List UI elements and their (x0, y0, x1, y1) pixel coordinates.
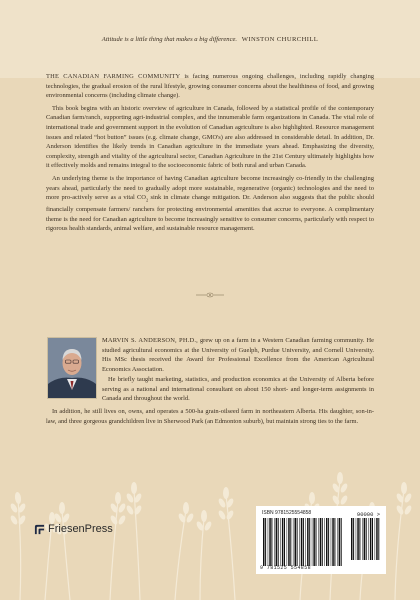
barcode-bar (316, 518, 317, 566)
price-barcode (350, 518, 380, 560)
barcode-bar (351, 518, 353, 560)
barcode-bar (337, 518, 338, 566)
barcode-bar (328, 518, 329, 566)
barcode-bar (274, 518, 275, 566)
barcode-bar (287, 518, 288, 566)
barcode-bar (366, 518, 367, 560)
barcode-bar (322, 518, 323, 566)
ean-barcode (262, 518, 344, 566)
barcode-bar (278, 518, 279, 566)
author-name: MARVIN S. ANDERSON, PH.D., (102, 337, 198, 344)
barcode-bar (320, 518, 322, 566)
ornament-divider (196, 291, 224, 299)
barcode-bar (282, 518, 284, 566)
barcode-bar (334, 518, 335, 566)
barcode-bar (288, 518, 290, 566)
barcode-bar (370, 518, 372, 560)
description-p3-part1: An underlying theme is the importance of having Canadian agriculture become increasingly co-friendly in the challenging years ahead, particularly the need to gradually adopt more sustainable, regenerative (organic) technologies and the need to more pro-actively serve as a vital CO (46, 174, 374, 202)
barcode-bar (357, 518, 359, 560)
description-paragraph-1 (46, 72, 374, 101)
barcode-bar (324, 518, 325, 566)
epigraph-text: Attitude is a little thing that makes a big difference. (101, 36, 238, 43)
co2-subscript: 2 (145, 197, 149, 203)
barcode-bar (297, 518, 298, 566)
barcode-bar (362, 518, 363, 560)
barcode-bar (290, 518, 291, 566)
description-paragraph-2: This book begins with an historic overview of agriculture in Canada, followed by a statistical profile of the contemporary Canadian farm/ranch, supporting agri-industrial complex, and the innumerable farm organizations in Canada. The vital role of international trade and government support in the evolution of Canadian agriculture is also highlighted. Resource management issues and related “hot button” issues (e.g. climate change, GMO's) are also addressed in considerable detail. In addition, Dr. Anderson identifies the likely trends in Canadian agriculture in the immediate years ahead. Emphasizing the diversity, complexity, strength and vitality of the agricultural sector, Canadian Agriculture in the 21st Century ultimately highlights how it effectively molds and remains integral to the socioeconomic fabric of both rural and urban Canada. (46, 104, 374, 170)
barcode-bar (263, 518, 265, 566)
bio-p1-rest: grew up on a farm in a Western Canadian farming community. He studied agricultural economics at the University of Guelph, Purdue University, and Cornell University. His MSc thesis received the Award for Professional Excellence from the American Agricultural Economics Association. (102, 337, 374, 373)
barcode-bar (364, 518, 366, 560)
epigraph (0, 36, 420, 43)
barcode-bar (331, 518, 332, 566)
barcode-bar (313, 518, 315, 566)
barcode-bar (307, 518, 309, 566)
barcode-bar (299, 518, 300, 566)
barcode-bar (309, 518, 310, 566)
barcode-bar (284, 518, 285, 566)
barcode-block (256, 506, 386, 574)
barcode-bar (326, 518, 328, 566)
barcode-bar (318, 518, 319, 566)
barcode-bar (332, 518, 334, 566)
barcode-bar (339, 518, 341, 566)
barcode-bar (372, 518, 373, 560)
barcode-bar (301, 518, 303, 566)
barcode-bar (269, 518, 271, 566)
description-p1-rest: is facing numerous ongoing challenges, including rapidly changing technologies, the gradual erosion of the rural lifestyle, growing consumer concerns about the healthiness of food, and growing environmental concerns (including climate change). (46, 73, 375, 100)
publisher-mark-icon (34, 524, 45, 535)
book-description (46, 72, 374, 237)
barcode-bar (356, 518, 357, 560)
barcode-bar (303, 518, 304, 566)
bio-paragraph-1 (102, 336, 374, 374)
barcode-bar (293, 518, 294, 566)
barcode-bar (376, 518, 378, 560)
bio-paragraph-2: He briefly taught marketing, statistics, and production economics at the University of Alberta before serving as a national and international consultant on about 150 short- and longer-term assignments in Canada and throughout the world. (102, 376, 374, 403)
barcode-bar (368, 518, 369, 560)
lead-caps: THE CANADIAN FARMING COMMUNITY (46, 73, 181, 80)
barcode-bar (280, 518, 281, 566)
barcode-bar (359, 518, 360, 560)
barcode-bar (306, 518, 307, 566)
description-p3-part2: sink in climate change mitigation. Dr. Anderson also suggests that the public should financially compensate farmers/ ranchers for protecting environmental amenities that accrue to everyone. A complimentary theme is the need for Canadian agriculture to become increasingly sensitive to consumer concerns, particularly with respect to rigorous health standards, animal welfare, and sustainable resource management. (46, 194, 375, 233)
barcode-bar (341, 518, 342, 566)
barcode-bar (353, 518, 354, 560)
barcode-bar (378, 518, 379, 560)
barcode-bar (276, 518, 278, 566)
barcode-bar (312, 518, 313, 566)
barcode-bar (265, 518, 266, 566)
isbn-digits: 9 781525 554858 (260, 565, 312, 571)
bio-paragraph-3: In addition, he still lives on, owns, and operates a 500-ha grain-oilseed farm in northeastern Alberta. His daughter, son-in-law, and three gorgeous grandchildren live in Sherwood Park (an Edmonton suburb), but maintain strong ties to the farm. (46, 408, 374, 425)
author-portrait-icon (48, 338, 96, 398)
isbn-label: ISBN 9781525554858 (262, 510, 312, 516)
barcode-bar (375, 518, 376, 560)
barcode-bar (271, 518, 272, 566)
barcode-bar (295, 518, 297, 566)
publisher-logo (34, 523, 113, 535)
publisher-name: FriesenPress (48, 523, 113, 535)
price-code: 90000 > (356, 511, 380, 518)
barcode-bar (268, 518, 269, 566)
epigraph-author: WINSTON CHURCHILL (241, 36, 319, 43)
description-paragraph-3 (46, 174, 374, 234)
author-photo (47, 337, 97, 399)
